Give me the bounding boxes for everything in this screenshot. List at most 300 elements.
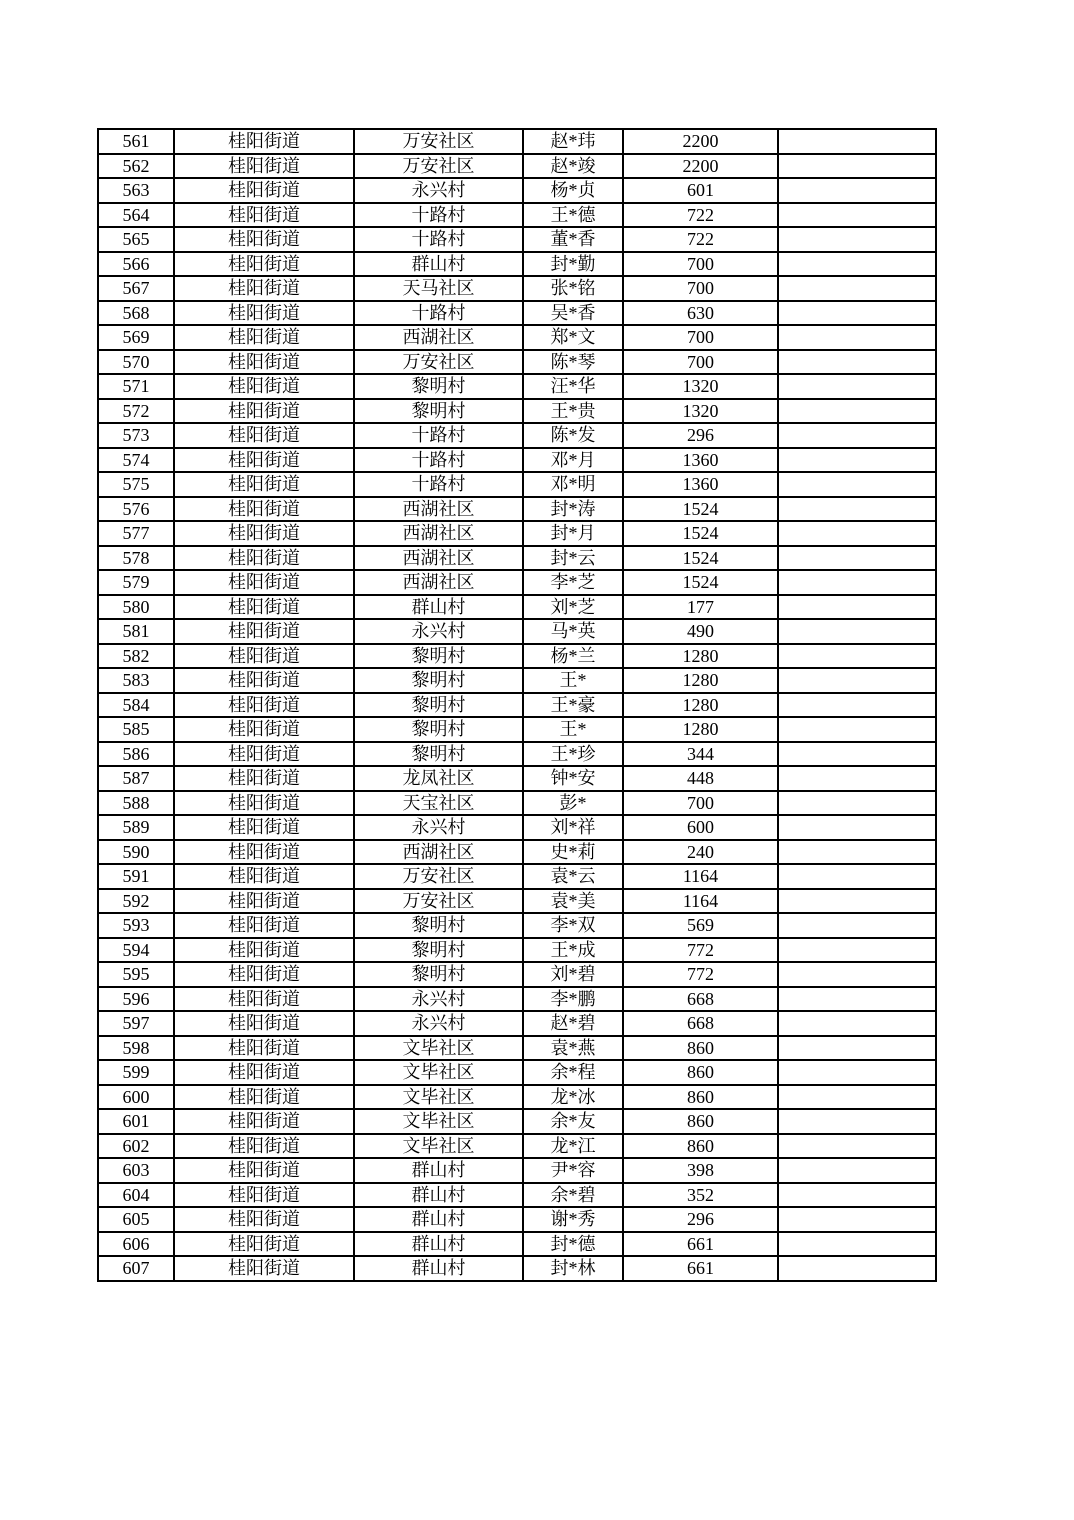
cell-street: 桂阳街道 (174, 987, 354, 1012)
cell-village: 群山村 (354, 595, 523, 620)
cell-street: 桂阳街道 (174, 154, 354, 179)
cell-note (778, 1060, 936, 1085)
cell-amount: 398 (623, 1158, 778, 1183)
table-row (98, 325, 936, 350)
cell-serial: 600 (98, 1085, 174, 1110)
cell-name: 封*云 (523, 546, 623, 571)
cell-street: 桂阳街道 (174, 815, 354, 840)
table-row (98, 668, 936, 693)
table-row (98, 399, 936, 424)
cell-amount: 1320 (623, 399, 778, 424)
cell-serial: 596 (98, 987, 174, 1012)
cell-street: 桂阳街道 (174, 546, 354, 571)
cell-village: 天马社区 (354, 276, 523, 301)
cell-amount: 296 (623, 423, 778, 448)
cell-serial: 592 (98, 889, 174, 914)
table-row (98, 570, 936, 595)
table-row (98, 717, 936, 742)
cell-note (778, 791, 936, 816)
cell-street: 桂阳街道 (174, 595, 354, 620)
cell-name: 邓*明 (523, 472, 623, 497)
cell-street: 桂阳街道 (174, 423, 354, 448)
cell-village: 黎明村 (354, 742, 523, 767)
cell-serial: 590 (98, 840, 174, 865)
cell-street: 桂阳街道 (174, 766, 354, 791)
cell-amount: 240 (623, 840, 778, 865)
cell-note (778, 448, 936, 473)
cell-name: 余*碧 (523, 1183, 623, 1208)
table-row (98, 987, 936, 1012)
cell-amount: 177 (623, 595, 778, 620)
cell-street: 桂阳街道 (174, 791, 354, 816)
cell-serial: 561 (98, 129, 174, 154)
cell-street: 桂阳街道 (174, 203, 354, 228)
cell-serial: 572 (98, 399, 174, 424)
cell-serial: 568 (98, 301, 174, 326)
cell-village: 永兴村 (354, 815, 523, 840)
cell-note (778, 1011, 936, 1036)
cell-name: 袁*燕 (523, 1036, 623, 1061)
table-row (98, 1109, 936, 1134)
table-row (98, 252, 936, 277)
cell-village: 十路村 (354, 423, 523, 448)
cell-note (778, 889, 936, 914)
table-row (98, 472, 936, 497)
cell-amount: 700 (623, 325, 778, 350)
cell-note (778, 497, 936, 522)
cell-street: 桂阳街道 (174, 350, 354, 375)
cell-serial: 603 (98, 1158, 174, 1183)
table-row (98, 1183, 936, 1208)
cell-amount: 1524 (623, 521, 778, 546)
cell-village: 万安社区 (354, 350, 523, 375)
table-row (98, 1207, 936, 1232)
table-row (98, 815, 936, 840)
cell-village: 西湖社区 (354, 325, 523, 350)
table-row (98, 1036, 936, 1061)
cell-amount: 668 (623, 987, 778, 1012)
cell-note (778, 472, 936, 497)
cell-note (778, 717, 936, 742)
table-row (98, 742, 936, 767)
cell-serial: 607 (98, 1256, 174, 1281)
cell-village: 永兴村 (354, 178, 523, 203)
cell-amount: 722 (623, 227, 778, 252)
cell-note (778, 693, 936, 718)
cell-serial: 580 (98, 595, 174, 620)
cell-name: 王*德 (523, 203, 623, 228)
cell-amount: 860 (623, 1134, 778, 1159)
cell-amount: 860 (623, 1109, 778, 1134)
cell-serial: 589 (98, 815, 174, 840)
cell-name: 余*友 (523, 1109, 623, 1134)
cell-amount: 601 (623, 178, 778, 203)
cell-serial: 605 (98, 1207, 174, 1232)
cell-note (778, 1109, 936, 1134)
cell-serial: 563 (98, 178, 174, 203)
cell-street: 桂阳街道 (174, 1036, 354, 1061)
table-row (98, 595, 936, 620)
cell-amount: 490 (623, 619, 778, 644)
cell-serial: 587 (98, 766, 174, 791)
cell-serial: 575 (98, 472, 174, 497)
cell-note (778, 766, 936, 791)
cell-amount: 1164 (623, 864, 778, 889)
cell-name: 杨*兰 (523, 644, 623, 669)
cell-serial: 576 (98, 497, 174, 522)
cell-village: 黎明村 (354, 374, 523, 399)
table-row (98, 693, 936, 718)
cell-name: 张*铭 (523, 276, 623, 301)
table-row (98, 1134, 936, 1159)
table-row (98, 203, 936, 228)
cell-village: 十路村 (354, 472, 523, 497)
cell-note (778, 350, 936, 375)
table-row (98, 962, 936, 987)
table-row (98, 448, 936, 473)
cell-name: 封*涛 (523, 497, 623, 522)
cell-amount: 700 (623, 252, 778, 277)
cell-name: 封*月 (523, 521, 623, 546)
cell-note (778, 864, 936, 889)
cell-serial: 606 (98, 1232, 174, 1257)
table-row (98, 644, 936, 669)
table-row (98, 889, 936, 914)
cell-note (778, 521, 936, 546)
cell-village: 文毕社区 (354, 1085, 523, 1110)
cell-note (778, 203, 936, 228)
table-row (98, 276, 936, 301)
cell-note (778, 546, 936, 571)
cell-note (778, 644, 936, 669)
cell-street: 桂阳街道 (174, 521, 354, 546)
cell-amount: 344 (623, 742, 778, 767)
cell-village: 群山村 (354, 1232, 523, 1257)
cell-name: 李*双 (523, 913, 623, 938)
cell-amount: 1360 (623, 472, 778, 497)
cell-amount: 1524 (623, 497, 778, 522)
cell-amount: 668 (623, 1011, 778, 1036)
cell-village: 西湖社区 (354, 521, 523, 546)
cell-name: 刘*碧 (523, 962, 623, 987)
cell-street: 桂阳街道 (174, 864, 354, 889)
cell-village: 黎明村 (354, 644, 523, 669)
cell-note (778, 742, 936, 767)
cell-name: 钟*安 (523, 766, 623, 791)
cell-serial: 604 (98, 1183, 174, 1208)
cell-name: 王* (523, 668, 623, 693)
cell-serial: 584 (98, 693, 174, 718)
cell-serial: 595 (98, 962, 174, 987)
cell-name: 谢*秀 (523, 1207, 623, 1232)
cell-street: 桂阳街道 (174, 374, 354, 399)
cell-village: 黎明村 (354, 962, 523, 987)
cell-street: 桂阳街道 (174, 668, 354, 693)
cell-serial: 594 (98, 938, 174, 963)
cell-street: 桂阳街道 (174, 129, 354, 154)
cell-note (778, 1183, 936, 1208)
cell-amount: 448 (623, 766, 778, 791)
cell-serial: 579 (98, 570, 174, 595)
cell-village: 西湖社区 (354, 546, 523, 571)
cell-name: 王*珍 (523, 742, 623, 767)
cell-amount: 630 (623, 301, 778, 326)
cell-note (778, 619, 936, 644)
data-table (97, 128, 937, 1282)
table-row (98, 1256, 936, 1281)
cell-name: 赵*碧 (523, 1011, 623, 1036)
cell-street: 桂阳街道 (174, 227, 354, 252)
table-row (98, 178, 936, 203)
cell-serial: 598 (98, 1036, 174, 1061)
cell-serial: 570 (98, 350, 174, 375)
cell-street: 桂阳街道 (174, 1232, 354, 1257)
cell-village: 万安社区 (354, 154, 523, 179)
table-row (98, 840, 936, 865)
cell-note (778, 325, 936, 350)
cell-amount: 1524 (623, 570, 778, 595)
cell-name: 龙*江 (523, 1134, 623, 1159)
cell-amount: 722 (623, 203, 778, 228)
cell-street: 桂阳街道 (174, 693, 354, 718)
cell-amount: 1280 (623, 717, 778, 742)
cell-street: 桂阳街道 (174, 448, 354, 473)
cell-serial: 577 (98, 521, 174, 546)
cell-village: 西湖社区 (354, 497, 523, 522)
table-row (98, 619, 936, 644)
cell-note (778, 1158, 936, 1183)
cell-note (778, 423, 936, 448)
cell-name: 史*莉 (523, 840, 623, 865)
cell-village: 黎明村 (354, 913, 523, 938)
cell-amount: 860 (623, 1036, 778, 1061)
cell-serial: 581 (98, 619, 174, 644)
table-row (98, 864, 936, 889)
cell-note (778, 252, 936, 277)
cell-name: 袁*美 (523, 889, 623, 914)
cell-note (778, 276, 936, 301)
table-row (98, 497, 936, 522)
cell-street: 桂阳街道 (174, 325, 354, 350)
cell-village: 西湖社区 (354, 840, 523, 865)
cell-street: 桂阳街道 (174, 1011, 354, 1036)
cell-serial: 574 (98, 448, 174, 473)
cell-name: 赵*竣 (523, 154, 623, 179)
table-row (98, 766, 936, 791)
cell-amount: 700 (623, 276, 778, 301)
cell-name: 余*程 (523, 1060, 623, 1085)
cell-amount: 700 (623, 791, 778, 816)
cell-name: 封*德 (523, 1232, 623, 1257)
cell-village: 永兴村 (354, 1011, 523, 1036)
cell-street: 桂阳街道 (174, 399, 354, 424)
cell-street: 桂阳街道 (174, 497, 354, 522)
cell-street: 桂阳街道 (174, 570, 354, 595)
cell-amount: 352 (623, 1183, 778, 1208)
cell-note (778, 1036, 936, 1061)
cell-note (778, 938, 936, 963)
cell-note (778, 178, 936, 203)
cell-serial: 564 (98, 203, 174, 228)
cell-amount: 1164 (623, 889, 778, 914)
cell-note (778, 154, 936, 179)
cell-village: 文毕社区 (354, 1109, 523, 1134)
cell-serial: 566 (98, 252, 174, 277)
cell-amount: 2200 (623, 129, 778, 154)
cell-village: 黎明村 (354, 938, 523, 963)
cell-name: 王* (523, 717, 623, 742)
table-body (98, 129, 936, 1281)
cell-note (778, 374, 936, 399)
cell-note (778, 301, 936, 326)
table-row (98, 374, 936, 399)
cell-note (778, 1232, 936, 1257)
cell-village: 文毕社区 (354, 1134, 523, 1159)
cell-name: 郑*文 (523, 325, 623, 350)
cell-village: 文毕社区 (354, 1060, 523, 1085)
cell-serial: 593 (98, 913, 174, 938)
cell-note (778, 570, 936, 595)
cell-village: 万安社区 (354, 864, 523, 889)
cell-village: 西湖社区 (354, 570, 523, 595)
cell-serial: 573 (98, 423, 174, 448)
cell-village: 黎明村 (354, 399, 523, 424)
cell-name: 汪*华 (523, 374, 623, 399)
cell-street: 桂阳街道 (174, 1085, 354, 1110)
cell-village: 黎明村 (354, 717, 523, 742)
cell-amount: 1360 (623, 448, 778, 473)
cell-name: 刘*祥 (523, 815, 623, 840)
cell-amount: 2200 (623, 154, 778, 179)
cell-serial: 569 (98, 325, 174, 350)
cell-note (778, 1085, 936, 1110)
cell-serial: 562 (98, 154, 174, 179)
cell-name: 陈*琴 (523, 350, 623, 375)
cell-village: 龙凤社区 (354, 766, 523, 791)
cell-street: 桂阳街道 (174, 472, 354, 497)
cell-amount: 772 (623, 938, 778, 963)
table-row (98, 129, 936, 154)
cell-serial: 599 (98, 1060, 174, 1085)
table-row (98, 350, 936, 375)
cell-amount: 772 (623, 962, 778, 987)
table-row (98, 1085, 936, 1110)
cell-amount: 661 (623, 1232, 778, 1257)
cell-street: 桂阳街道 (174, 644, 354, 669)
cell-street: 桂阳街道 (174, 717, 354, 742)
cell-village: 黎明村 (354, 693, 523, 718)
table-row (98, 1232, 936, 1257)
cell-serial: 571 (98, 374, 174, 399)
cell-note (778, 668, 936, 693)
cell-street: 桂阳街道 (174, 1207, 354, 1232)
cell-serial: 585 (98, 717, 174, 742)
cell-village: 群山村 (354, 252, 523, 277)
table-row (98, 1158, 936, 1183)
cell-serial: 602 (98, 1134, 174, 1159)
cell-name: 封*勤 (523, 252, 623, 277)
cell-amount: 296 (623, 1207, 778, 1232)
cell-name: 董*香 (523, 227, 623, 252)
table-row (98, 301, 936, 326)
cell-street: 桂阳街道 (174, 913, 354, 938)
cell-note (778, 840, 936, 865)
table-row (98, 1060, 936, 1085)
cell-amount: 661 (623, 1256, 778, 1281)
cell-name: 吴*香 (523, 301, 623, 326)
cell-street: 桂阳街道 (174, 1134, 354, 1159)
cell-village: 群山村 (354, 1183, 523, 1208)
table-row (98, 791, 936, 816)
cell-name: 李*鹏 (523, 987, 623, 1012)
cell-street: 桂阳街道 (174, 619, 354, 644)
cell-serial: 597 (98, 1011, 174, 1036)
cell-village: 十路村 (354, 227, 523, 252)
cell-street: 桂阳街道 (174, 962, 354, 987)
cell-street: 桂阳街道 (174, 1256, 354, 1281)
table-row (98, 1011, 936, 1036)
cell-village: 群山村 (354, 1207, 523, 1232)
cell-village: 群山村 (354, 1158, 523, 1183)
cell-name: 尹*容 (523, 1158, 623, 1183)
cell-note (778, 1134, 936, 1159)
cell-serial: 565 (98, 227, 174, 252)
cell-serial: 582 (98, 644, 174, 669)
cell-amount: 1280 (623, 644, 778, 669)
cell-street: 桂阳街道 (174, 1060, 354, 1085)
cell-note (778, 913, 936, 938)
cell-serial: 583 (98, 668, 174, 693)
cell-serial: 601 (98, 1109, 174, 1134)
cell-name: 彭* (523, 791, 623, 816)
cell-name: 马*英 (523, 619, 623, 644)
cell-street: 桂阳街道 (174, 276, 354, 301)
table-row (98, 546, 936, 571)
cell-village: 十路村 (354, 203, 523, 228)
cell-street: 桂阳街道 (174, 301, 354, 326)
cell-name: 杨*贞 (523, 178, 623, 203)
cell-village: 永兴村 (354, 619, 523, 644)
cell-note (778, 399, 936, 424)
table-row (98, 154, 936, 179)
cell-name: 龙*冰 (523, 1085, 623, 1110)
cell-amount: 1524 (623, 546, 778, 571)
cell-amount: 700 (623, 350, 778, 375)
table-row (98, 227, 936, 252)
cell-serial: 586 (98, 742, 174, 767)
cell-street: 桂阳街道 (174, 889, 354, 914)
cell-street: 桂阳街道 (174, 1109, 354, 1134)
cell-name: 陈*发 (523, 423, 623, 448)
cell-amount: 1320 (623, 374, 778, 399)
cell-village: 天宝社区 (354, 791, 523, 816)
cell-street: 桂阳街道 (174, 252, 354, 277)
cell-name: 刘*芝 (523, 595, 623, 620)
table-row (98, 938, 936, 963)
cell-village: 黎明村 (354, 668, 523, 693)
cell-name: 邓*月 (523, 448, 623, 473)
cell-street: 桂阳街道 (174, 1183, 354, 1208)
table-row (98, 913, 936, 938)
cell-serial: 578 (98, 546, 174, 571)
cell-name: 王*成 (523, 938, 623, 963)
cell-amount: 860 (623, 1085, 778, 1110)
cell-village: 群山村 (354, 1256, 523, 1281)
cell-note (778, 1207, 936, 1232)
cell-name: 封*林 (523, 1256, 623, 1281)
cell-village: 十路村 (354, 448, 523, 473)
cell-village: 永兴村 (354, 987, 523, 1012)
